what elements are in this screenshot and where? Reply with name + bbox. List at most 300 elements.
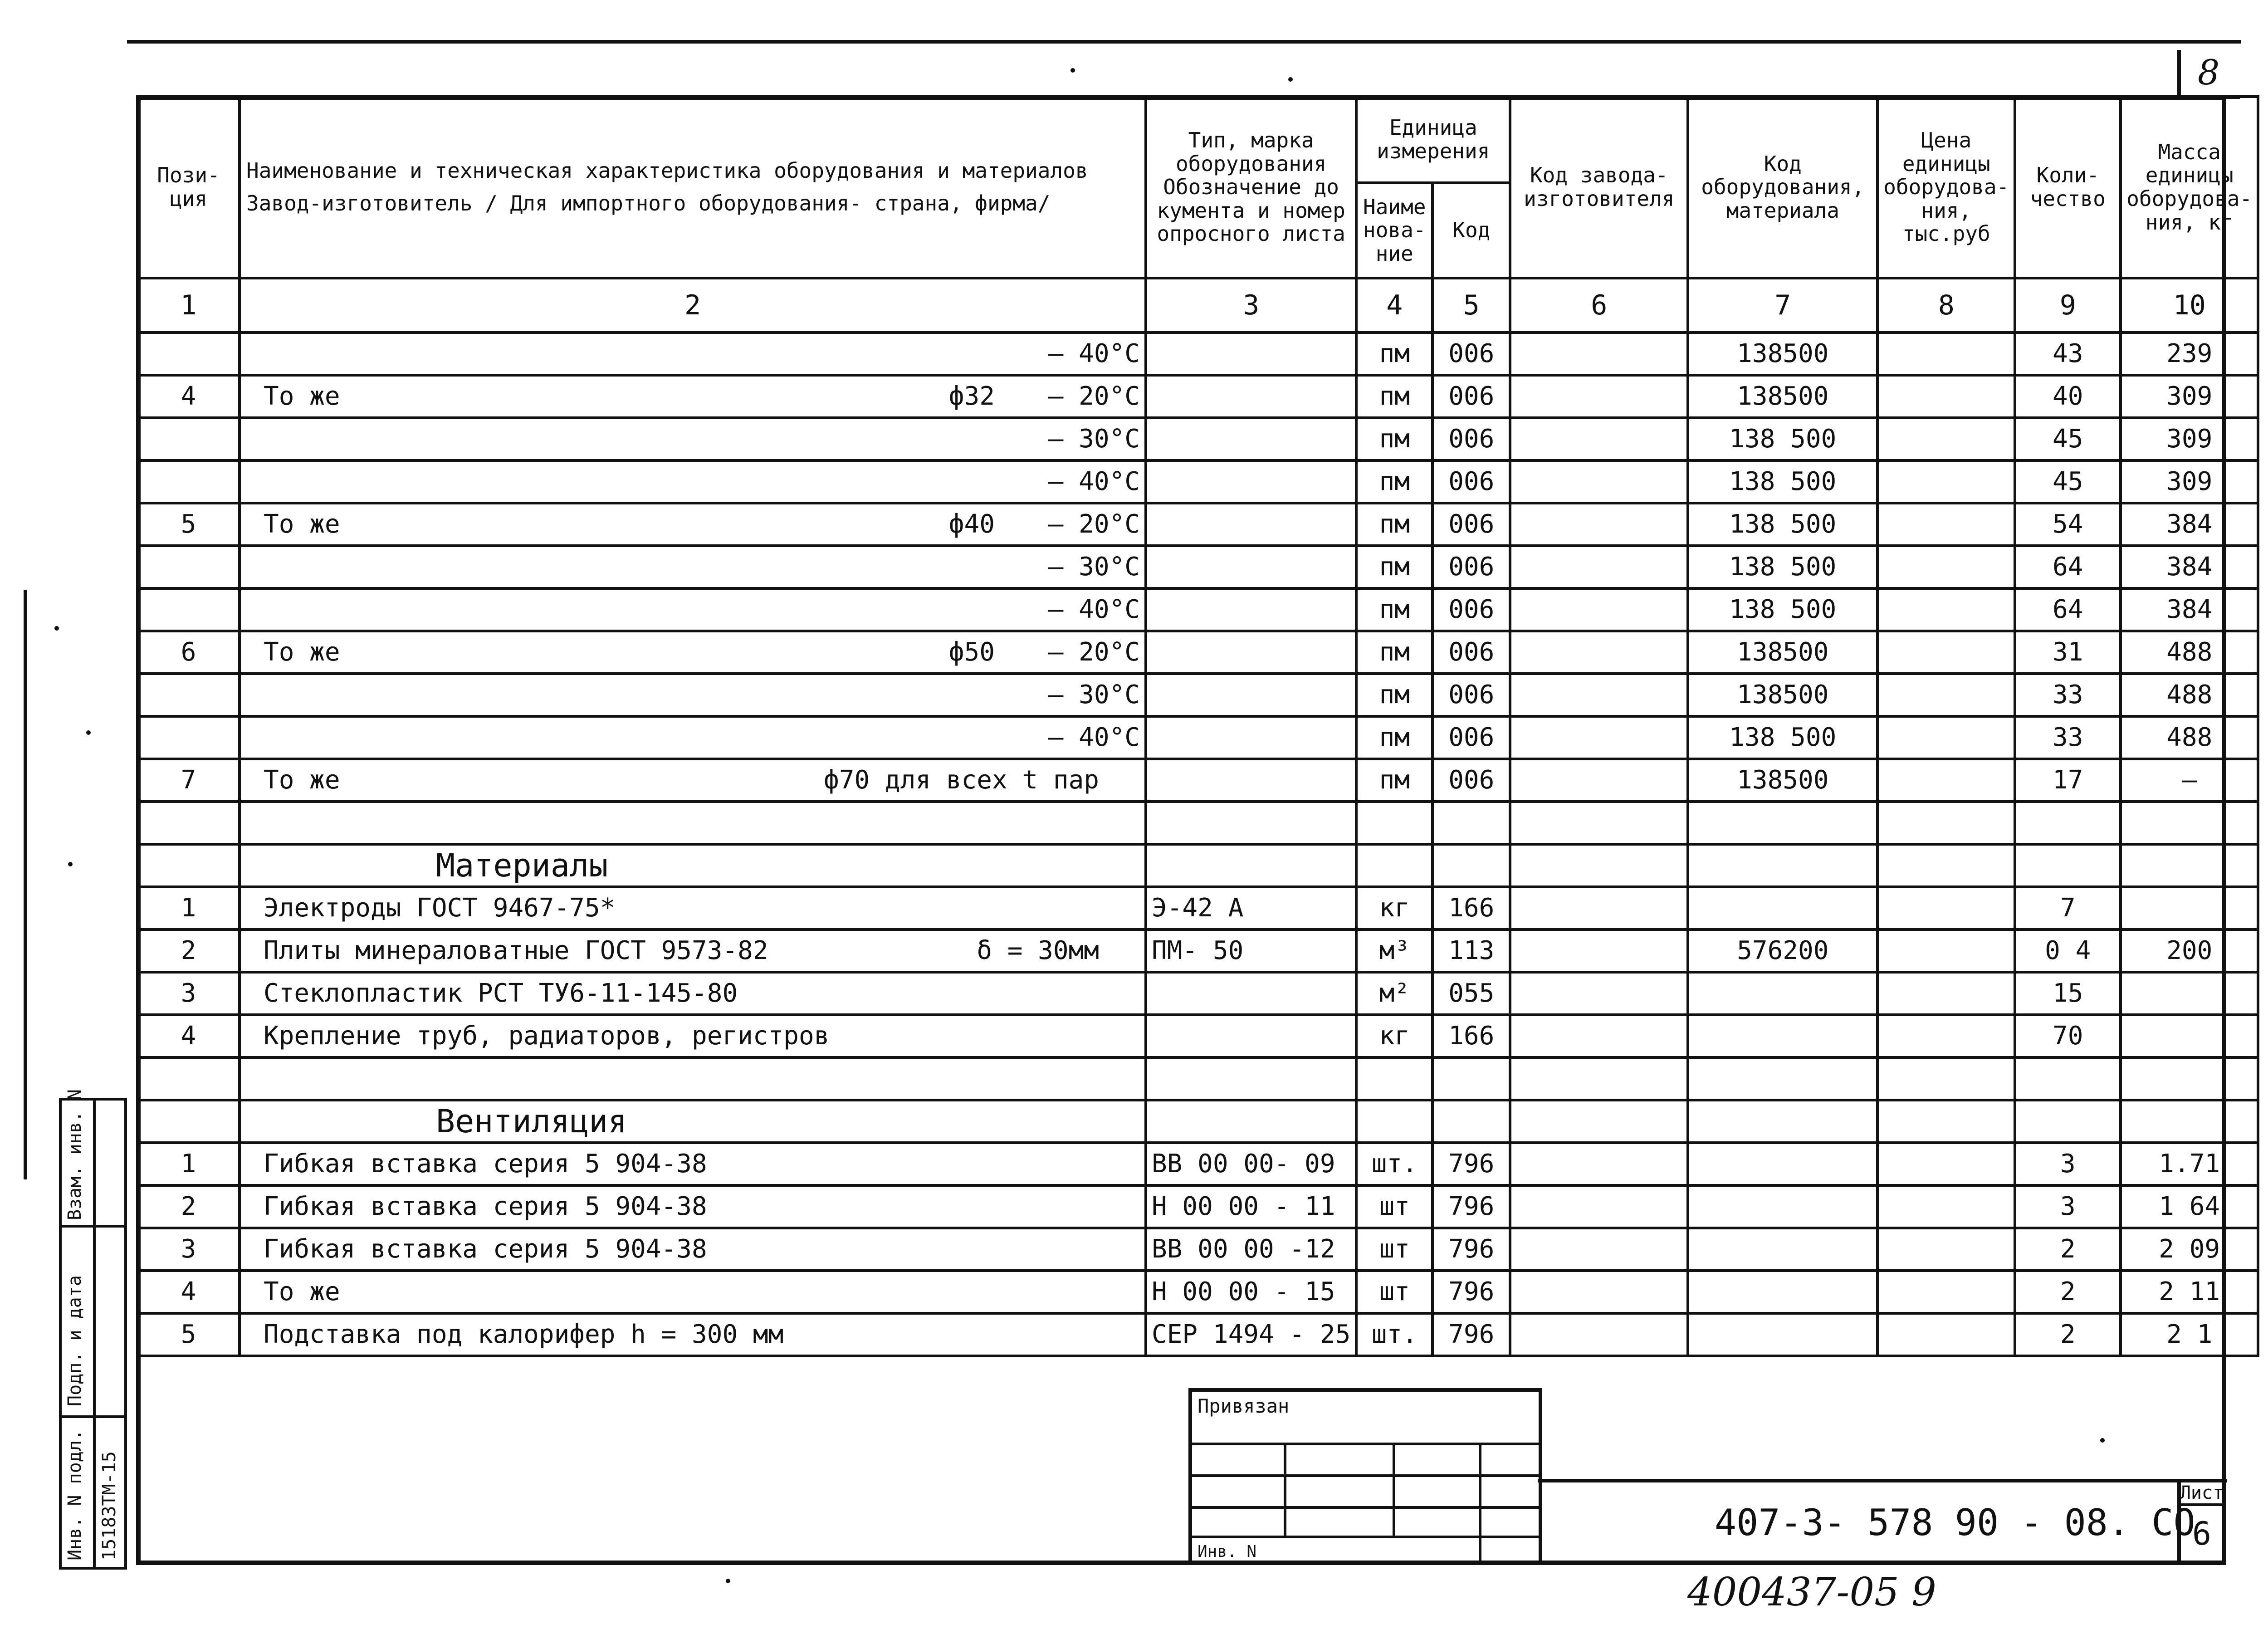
item-name: Гибкая вставка серия 5 904-38	[264, 1234, 707, 1264]
cell-unit-code	[1432, 802, 1510, 844]
cell-quantity: 2	[2015, 1271, 2121, 1313]
cell-factory-code	[1510, 375, 1688, 418]
item-spec	[1099, 1322, 1140, 1347]
item-name: То же	[264, 765, 340, 795]
cell-unit-code: 796	[1432, 1271, 1510, 1313]
cell-name-content	[245, 682, 1140, 708]
cell-type-mark: СЕР 1494 - 25	[1146, 1313, 1356, 1356]
cell-quantity	[2015, 802, 2121, 844]
cell-factory-code	[1510, 546, 1688, 588]
cell-unit-name: пм	[1356, 546, 1432, 588]
cell-mass: 309	[2121, 460, 2258, 503]
cell-position	[137, 333, 240, 375]
cell-equipment-code	[1688, 1185, 1877, 1228]
side-sign-label: Подп. и дата	[64, 1275, 85, 1406]
table-row	[137, 546, 2258, 588]
cell-position: 7	[137, 759, 240, 802]
cell-mass: 384	[2121, 546, 2258, 588]
top-border-line	[127, 40, 2241, 44]
cell-unit-name	[1356, 1057, 1432, 1100]
cell-equipment-code	[1688, 972, 1877, 1015]
item-name: Крепление труб, радиаторов, регистров	[264, 1021, 830, 1051]
cell-unit-name: пм	[1356, 588, 1432, 631]
cell-quantity: 40	[2015, 375, 2121, 418]
cell-factory-code	[1510, 1271, 1688, 1313]
cell-mass	[2121, 802, 2258, 844]
cell-position: 4	[137, 1015, 240, 1057]
cell-position: 4	[137, 1271, 240, 1313]
item-spec	[949, 384, 1140, 409]
cell-quantity: 70	[2015, 1015, 2121, 1057]
item-diameter: ф50	[948, 637, 995, 667]
cell-quantity: 33	[2015, 716, 2121, 759]
cell-mass: 384	[2121, 588, 2258, 631]
cell-name-content	[245, 509, 1140, 539]
table-row	[137, 588, 2258, 631]
cell-name-content	[245, 895, 1140, 921]
item-name: Электроды ГОСТ 9467-75*	[264, 893, 616, 923]
cell-equipment-code	[1688, 1143, 1877, 1185]
cell-position: 3	[137, 972, 240, 1015]
item-diameter: ф70 для всех t пар	[824, 765, 1099, 795]
cell-quantity: 33	[2015, 674, 2121, 716]
cell-quantity: 43	[2015, 333, 2121, 375]
item-temperature: – 20°С	[1048, 382, 1140, 411]
cell-name-content	[245, 1234, 1140, 1264]
cell-quantity: 15	[2015, 972, 2121, 1015]
cell-name-content	[245, 978, 1140, 1008]
cell-unit-name: шт.	[1356, 1143, 1432, 1185]
cell-position	[137, 1057, 240, 1100]
cell-name	[240, 930, 1146, 972]
cell-unit-code	[1432, 844, 1510, 887]
table-row	[137, 674, 2258, 716]
cell-position: 3	[137, 1228, 240, 1271]
cell-unit-code: 006	[1432, 631, 1510, 674]
cell-factory-code	[1510, 972, 1688, 1015]
cell-name	[240, 1271, 1146, 1313]
table-row	[137, 1313, 2258, 1356]
stamp-line	[1393, 1443, 1395, 1536]
cell-mass: 1 64	[2121, 1185, 2258, 1228]
cell-factory-code	[1510, 674, 1688, 716]
cell-mass: 1.71	[2121, 1143, 2258, 1185]
cell-quantity	[2015, 1057, 2121, 1100]
cell-position	[137, 588, 240, 631]
cell-type-mark	[1146, 1015, 1356, 1057]
cell-equipment-code: 138 500	[1688, 716, 1877, 759]
cell-unit-name: пм	[1356, 716, 1432, 759]
cell-quantity: 64	[2015, 546, 2121, 588]
cell-unit-code: 006	[1432, 759, 1510, 802]
cell-equipment-code	[1688, 844, 1877, 887]
column-number: 4	[1356, 278, 1432, 333]
cell-factory-code	[1510, 631, 1688, 674]
item-spec	[1099, 1237, 1140, 1262]
header-type-mark: Тип, марка оборудования Обозначение до кумента и номер опросного листа	[1146, 97, 1356, 278]
cell-price	[1877, 503, 2015, 546]
cell-unit-name: пм	[1356, 460, 1432, 503]
cell-position: 5	[137, 503, 240, 546]
item-name: То же	[264, 509, 340, 539]
cell-factory-code	[1510, 418, 1688, 460]
cell-unit-name: пм	[1356, 375, 1432, 418]
cell-name-content	[245, 938, 1140, 964]
cell-equipment-code: 138 500	[1688, 418, 1877, 460]
cell-position	[137, 460, 240, 503]
cell-factory-code	[1510, 802, 1688, 844]
cell-name	[240, 631, 1146, 674]
cell-mass	[2121, 1015, 2258, 1057]
stamp-line	[1479, 1443, 1481, 1565]
column-number: 3	[1146, 278, 1356, 333]
table-row	[137, 1228, 2258, 1271]
cell-name-content	[245, 341, 1140, 367]
cell-type-mark: Н 00 00 - 15	[1146, 1271, 1356, 1313]
column-number-row	[137, 278, 2258, 333]
cell-position: 5	[137, 1313, 240, 1356]
cell-equipment-code: 138500	[1688, 759, 1877, 802]
cell-equipment-code: 138 500	[1688, 588, 1877, 631]
cell-unit-code: 006	[1432, 546, 1510, 588]
cell-factory-code	[1510, 716, 1688, 759]
item-name: Плиты минераловатные ГОСТ 9573-82	[264, 936, 768, 965]
cell-type-mark	[1146, 716, 1356, 759]
cell-unit-name: шт	[1356, 1228, 1432, 1271]
header-name-line2: Завод-изготовитель / Для импортного оборудования- страна, фирма/	[246, 191, 1051, 215]
cell-price	[1877, 1015, 2015, 1057]
cell-equipment-code	[1688, 1100, 1877, 1143]
cell-quantity	[2015, 1100, 2121, 1143]
cell-unit-name: пм	[1356, 631, 1432, 674]
cell-unit-name: кг	[1356, 887, 1432, 930]
cell-mass: 488	[2121, 631, 2258, 674]
item-name: То же	[264, 1277, 340, 1306]
item-name: То же	[264, 382, 340, 411]
header-quantity: Коли-чество	[2015, 97, 2121, 278]
item-name: То же	[264, 637, 340, 667]
cell-position	[137, 546, 240, 588]
column-number: 8	[1877, 278, 2015, 333]
cell-equipment-code: 138500	[1688, 375, 1877, 418]
cell-name-content	[245, 426, 1140, 452]
cell-equipment-code	[1688, 1015, 1877, 1057]
side-replace-label: Взам. инв. N	[64, 1089, 85, 1220]
cell-factory-code	[1510, 759, 1688, 802]
cell-mass	[2121, 887, 2258, 930]
cell-unit-name: м³	[1356, 930, 1432, 972]
cell-position	[137, 716, 240, 759]
cell-price	[1877, 1143, 2015, 1185]
cell-equipment-code	[1688, 1313, 1877, 1356]
stamp-inv-label: Инв. N	[1198, 1542, 1257, 1561]
cell-name	[240, 759, 1146, 802]
cell-price	[1877, 716, 2015, 759]
scan-speck	[54, 626, 59, 631]
cell-mass: 309	[2121, 375, 2258, 418]
cell-factory-code	[1510, 333, 1688, 375]
cell-unit-name	[1356, 1100, 1432, 1143]
cell-name-content	[245, 1023, 1140, 1049]
cell-price	[1877, 1313, 2015, 1356]
cell-name	[240, 1015, 1146, 1057]
table-row	[137, 418, 2258, 460]
item-temperature: – 40°С	[1048, 723, 1140, 752]
cell-unit-code: 796	[1432, 1185, 1510, 1228]
header-unit-mass: Масса единицы оборудова-ния, кг	[2121, 97, 2258, 278]
item-spec	[995, 426, 1140, 452]
table-row	[137, 631, 2258, 674]
cell-mass: 488	[2121, 674, 2258, 716]
cell-equipment-code	[1688, 1271, 1877, 1313]
cell-factory-code	[1510, 503, 1688, 546]
cell-type-mark	[1146, 844, 1356, 887]
item-spec	[1099, 895, 1140, 921]
list-label: Лист	[2177, 1482, 2226, 1506]
item-spec	[977, 938, 1140, 964]
item-diameter: ф32	[948, 382, 995, 411]
cell-price	[1877, 844, 2015, 887]
stamp-privyazan: Привязан	[1198, 1395, 1290, 1417]
cell-quantity: 45	[2015, 418, 2121, 460]
cell-equipment-code	[1688, 1228, 1877, 1271]
cell-type-mark: ВВ 00 00- 09	[1146, 1143, 1356, 1185]
item-spec	[1099, 1066, 1140, 1091]
side-stamp-line	[59, 1415, 127, 1418]
cell-name	[240, 716, 1146, 759]
table-row	[137, 1015, 2258, 1057]
table-row	[137, 1057, 2258, 1100]
cell-name	[240, 972, 1146, 1015]
item-spec	[995, 725, 1140, 750]
table-row	[137, 503, 2258, 546]
cell-unit-code: 796	[1432, 1313, 1510, 1356]
item-temperature: – 30°С	[1048, 424, 1140, 454]
scan-speck	[86, 730, 91, 735]
cell-type-mark	[1146, 674, 1356, 716]
column-number: 6	[1510, 278, 1688, 333]
cell-mass	[2121, 972, 2258, 1015]
cell-type-mark	[1146, 759, 1356, 802]
table-row	[137, 460, 2258, 503]
cell-unit-code: 006	[1432, 716, 1510, 759]
item-temperature: – 30°С	[1048, 680, 1140, 709]
cell-position	[137, 844, 240, 887]
item-spec	[948, 509, 1140, 539]
cell-factory-code	[1510, 1100, 1688, 1143]
column-number: 9	[2015, 278, 2121, 333]
cell-price	[1877, 759, 2015, 802]
cell-type-mark: ВВ 00 00 -12	[1146, 1228, 1356, 1271]
cell-unit-code: 006	[1432, 460, 1510, 503]
cell-unit-code: 006	[1432, 674, 1510, 716]
cell-unit-name: пм	[1356, 674, 1432, 716]
cell-equipment-code	[1688, 887, 1877, 930]
cell-name: Вентиляция	[240, 1100, 1146, 1143]
cell-type-mark	[1146, 631, 1356, 674]
section-row	[137, 1100, 2258, 1143]
cell-price	[1877, 546, 2015, 588]
item-spec	[995, 597, 1140, 622]
cell-name	[240, 1057, 1146, 1100]
cell-unit-name: пм	[1356, 418, 1432, 460]
table-row	[137, 1143, 2258, 1185]
cell-name	[240, 802, 1146, 844]
item-spec	[995, 341, 1140, 367]
header-name	[240, 97, 1146, 278]
stamp-line	[1188, 1536, 1542, 1538]
cell-type-mark	[1146, 418, 1356, 460]
cell-mass: 2 11	[2121, 1271, 2258, 1313]
cell-name	[240, 460, 1146, 503]
item-spec	[995, 554, 1140, 580]
cell-unit-code: 796	[1432, 1143, 1510, 1185]
header-unit-name: Наиме нова-ние	[1356, 183, 1432, 278]
cell-equipment-code: 138500	[1688, 674, 1877, 716]
cell-equipment-code: 138500	[1688, 631, 1877, 674]
cell-mass	[2121, 1057, 2258, 1100]
cell-name	[240, 333, 1146, 375]
stamp-line	[1188, 1474, 1542, 1477]
item-temperature: – 20°С	[1048, 509, 1140, 539]
left-margin-rule	[24, 590, 27, 1179]
cell-price	[1877, 460, 2015, 503]
cell-factory-code	[1510, 844, 1688, 887]
item-temperature: – 40°С	[1048, 339, 1140, 368]
item-name: Гибкая вставка серия 5 904-38	[264, 1192, 707, 1221]
table-row	[137, 759, 2258, 802]
cell-position: 2	[137, 930, 240, 972]
cell-position	[137, 674, 240, 716]
cell-price	[1877, 1185, 2015, 1228]
cell-name-content	[245, 597, 1140, 622]
cell-name	[240, 1313, 1146, 1356]
table-row	[137, 375, 2258, 418]
cell-name	[240, 546, 1146, 588]
cell-mass: —	[2121, 759, 2258, 802]
cell-unit-code: 006	[1432, 588, 1510, 631]
cell-name-content	[245, 554, 1140, 580]
cell-name	[240, 674, 1146, 716]
table-row	[137, 1271, 2258, 1313]
cell-unit-name: шт	[1356, 1271, 1432, 1313]
header-unit-code: Код	[1432, 183, 1510, 278]
cell-unit-name: шт.	[1356, 1313, 1432, 1356]
header-unit-price: Цена единицы оборудова-ния, тыс.руб	[1877, 97, 2015, 278]
cell-price	[1877, 887, 2015, 930]
table-row	[137, 333, 2258, 375]
cell-name-content	[245, 1151, 1140, 1177]
cell-name	[240, 887, 1146, 930]
item-temperature: – 40°С	[1048, 595, 1140, 624]
cell-unit-code: 796	[1432, 1228, 1510, 1271]
item-name: Стеклопластик РСТ ТУ6-11-145-80	[264, 978, 738, 1008]
cell-quantity: 3	[2015, 1143, 2121, 1185]
cell-name-content	[245, 637, 1140, 667]
cell-price	[1877, 418, 2015, 460]
cell-name	[240, 375, 1146, 418]
cell-mass	[2121, 844, 2258, 887]
cell-factory-code	[1510, 1185, 1688, 1228]
item-temperature: – 20°С	[1048, 637, 1140, 667]
item-name: Подставка под калорифер h = 300 мм	[264, 1320, 784, 1349]
scan-speck	[68, 862, 73, 866]
cell-position	[137, 1100, 240, 1143]
side-inv-value: 15183ТМ-15	[99, 1451, 120, 1561]
cell-price	[1877, 631, 2015, 674]
header-equipment-code: Код оборудования, материала	[1688, 97, 1877, 278]
title-block-line	[1538, 1479, 2227, 1482]
item-spec	[1099, 1279, 1140, 1305]
cell-name	[240, 418, 1146, 460]
cell-factory-code	[1510, 1143, 1688, 1185]
item-spec	[1099, 1023, 1140, 1049]
table-row	[137, 887, 2258, 930]
cell-quantity: 54	[2015, 503, 2121, 546]
cell-name-content	[245, 765, 1140, 795]
side-stamp-divider	[93, 1098, 96, 1570]
item-temperature: – 40°С	[1048, 467, 1140, 496]
stamp-line	[1284, 1443, 1286, 1536]
cell-name-content	[245, 810, 1140, 836]
cell-equipment-code	[1688, 802, 1877, 844]
scan-speck	[726, 1579, 730, 1583]
cell-factory-code	[1510, 887, 1688, 930]
header-factory-code: Код завода-изготовителя	[1510, 97, 1688, 278]
cell-type-mark	[1146, 333, 1356, 375]
cell-quantity: 2	[2015, 1313, 2121, 1356]
side-inv-label: Инв. N подл.	[64, 1429, 85, 1561]
cell-position: 1	[137, 1143, 240, 1185]
stamp-line	[1188, 1443, 1542, 1445]
cell-factory-code	[1510, 1057, 1688, 1100]
cell-quantity: 64	[2015, 588, 2121, 631]
cell-unit-name: пм	[1356, 759, 1432, 802]
section-row	[137, 844, 2258, 887]
cell-unit-code: 006	[1432, 375, 1510, 418]
cell-mass: 2 09	[2121, 1228, 2258, 1271]
item-temperature: – 30°С	[1048, 552, 1140, 582]
cell-equipment-code: 138 500	[1688, 503, 1877, 546]
stamp-line	[1188, 1506, 1542, 1509]
cell-equipment-code: 576200	[1688, 930, 1877, 972]
cell-name-content	[245, 1322, 1140, 1347]
cell-price	[1877, 375, 2015, 418]
item-spec	[1099, 1151, 1140, 1177]
cell-unit-code: 006	[1432, 503, 1510, 546]
cell-unit-code: 006	[1432, 333, 1510, 375]
cell-unit-name: м²	[1356, 972, 1432, 1015]
cell-quantity: 3	[2015, 1185, 2121, 1228]
item-diameter: δ = 30мм	[977, 936, 1099, 965]
header-name-line1: Наименование и техническая характеристика оборудования и материалов	[246, 158, 1088, 183]
cell-name	[240, 1143, 1146, 1185]
cell-mass: 200	[2121, 930, 2258, 972]
cell-type-mark	[1146, 375, 1356, 418]
cell-factory-code	[1510, 1015, 1688, 1057]
cell-mass: 239	[2121, 333, 2258, 375]
cell-name-content	[245, 1066, 1140, 1091]
cell-type-mark	[1146, 588, 1356, 631]
cell-name	[240, 503, 1146, 546]
specification-table	[136, 95, 2259, 1357]
cell-price	[1877, 1057, 2015, 1100]
cell-mass	[2121, 1100, 2258, 1143]
table-row	[137, 1185, 2258, 1228]
table-row	[137, 716, 2258, 759]
cell-unit-code: 006	[1432, 418, 1510, 460]
cell-price	[1877, 972, 2015, 1015]
